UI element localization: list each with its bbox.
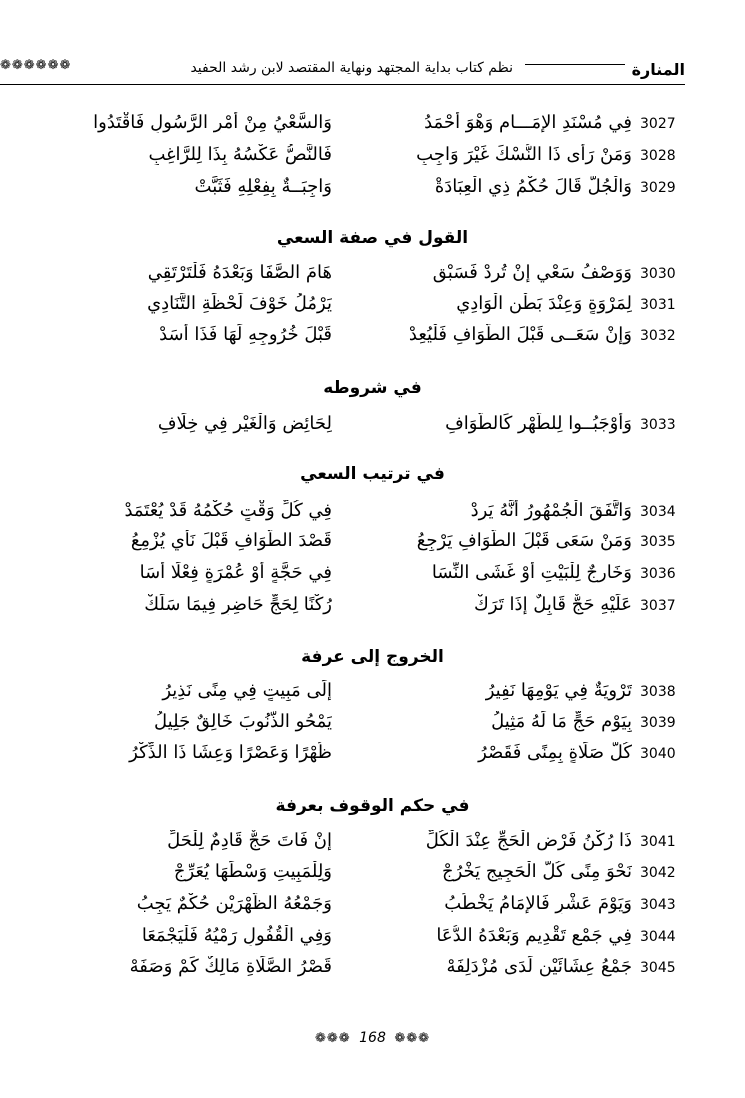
verse-number: 3044 [640,929,676,945]
verse-row [0,711,745,741]
verse-first-hemistich: عَلَيْهِ حَجٌّ قَابِلٌ إِذَا تَرَكْ [474,594,632,615]
verse-second-hemistich: وَفِي الْقُفُولِ رَمْيُهُ فَلْيَجْمَعَا [141,925,332,946]
verse-first-hemistich: وَخَارِجٌ لِلْبَيْتِ أَوْ غَشَى النِّسَا [431,562,632,583]
verse-row [0,144,745,174]
section-heading: القول في صفة السعي [276,228,469,248]
verse-row [0,925,745,955]
verse-number: 3030 [640,266,676,282]
section-heading: الخروج إلى عرفة [301,647,444,667]
verse-row [0,500,745,530]
verse-row [0,956,745,986]
verse-second-hemistich: هَامَ الصَّفَا وَبَعْدَهُ فَلْتَرْتَقِي [147,262,332,283]
header-title: نظم كتاب بداية المجتهد ونهاية المقتصد لابن رشد الحفيد [190,60,513,76]
section-heading: في شروطه [323,378,422,398]
verse-row [0,861,745,891]
verse-row [0,324,745,354]
verse-number: 3035 [640,534,676,550]
header-divider [525,64,625,65]
verse-number: 3027 [640,116,676,132]
verse-second-hemistich: ظُهْرًا وَعَصْرًا وَعِشَا ذَا الذِّكْرُ [129,742,332,763]
page-number: 168 [359,1030,386,1046]
verse-number: 3037 [640,598,676,614]
verse-row [0,112,745,142]
verse-second-hemistich: إِنْ فَاتَ حَجٌّ قَادِمٌ لِلْحَلِّ [167,830,332,851]
verse-number: 3041 [640,834,676,850]
verse-number: 3045 [640,960,676,976]
verse-second-hemistich: وَلِلْمَبِيتِ وَسْطَهَا يُعَرِّجْ [173,861,332,882]
verse-row [0,594,745,624]
verse-second-hemistich: رُكْنًا لِحَجٍّ حَاضِرٍ فِيمَا سَلَكْ [144,594,332,615]
section-heading: في حكم الوقوف بعرفة [275,796,470,816]
verse-row [0,293,745,323]
verse-first-hemistich: ذَا رُكْنُ فَرْضِ الْحَجِّ عِنْدَ الْكُلِّ [425,830,632,851]
page-header [0,58,745,88]
verse-row [0,262,745,292]
verse-first-hemistich: بِيَوْمِ حَجٍّ مَا لَهُ مَثِيلُ [491,711,632,732]
verse-number: 3029 [640,180,676,196]
verse-number: 3040 [640,746,676,762]
verse-first-hemistich: كُلُّ صَلَاةٍ بِمِنًى فَقَصْرُ [478,742,632,763]
footer-ornament-left: ❁❁❁ [314,1031,351,1046]
verse-number: 3036 [640,566,676,582]
verse-number: 3038 [640,684,676,700]
header-rule [0,84,685,85]
verse-second-hemistich: وَجَمْعُهُ الظُّهْرَيْنِ حُكْمٌ يَجِبُ [136,893,332,914]
verse-row [0,893,745,923]
verse-first-hemistich: وَأَوْجَبُــوا لِلطُّهْرِ كَالطَّوَافِ [445,413,632,434]
verse-row [0,562,745,592]
verse-row [0,413,745,443]
verse-row [0,176,745,206]
verse-number: 3032 [640,328,676,344]
verse-first-hemistich: وَالْجُلُّ قَالَ حُكْمُ ذِي الْعِبَادَةْ [434,176,632,197]
verse-second-hemistich: وَالسَّعْيُ مِنْ أَمْرِ الرَّسُولِ فَاقْتَدُوا [93,112,332,133]
verse-first-hemistich: وَاتَّفَقَ الْجُمْهُورُ أَنَّهُ يَرِدْ [470,500,632,521]
verse-first-hemistich: وَيَوْمَ عَشْرٍ فَالإِمَامُ يَخْطُبُ [444,893,632,914]
section-heading: في ترتيب السعي [300,464,445,484]
verse-first-hemistich: وَوَصْفُ سَعْيٍ إِنْ تُرِدْ فَسَبْقِ [432,262,632,283]
verse-first-hemistich: لِمَرْوَةٍ وَعِنْدَ بَطْنِ الْوَادِي [456,293,632,314]
header-ornament: ❁❁❁❁❁❁ [0,58,72,73]
verse-second-hemistich: فَالنَّصُّ عَكْسُهُ بِذَا لِلرَّاغِبِ [148,144,332,165]
verse-first-hemistich: تَرْوِيَةٌ فِي يَوْمِهَا نَفِيرُ [485,680,632,701]
verse-number: 3043 [640,897,676,913]
verse-number: 3031 [640,297,676,313]
verse-first-hemistich: وَإِنْ سَعَــى قَبْلَ الطَّوَافِ فَلْيُعِدْ [408,324,632,345]
verse-first-hemistich: جَمْعُ عِشَائَيْنِ لَدَى مُزْدَلِفَهْ [446,956,632,977]
page-footer [0,1030,745,1054]
verse-second-hemistich: يَمْحُو الذُّنُوبَ خَالِقٌ جَلِيلُ [154,711,332,732]
verse-row [0,530,745,560]
verse-number: 3042 [640,865,676,881]
verse-second-hemistich: فِي حَجَّةٍ أَوْ عُمْرَةٍ فِعْلًا أَسَا [139,562,332,583]
verse-number: 3033 [640,417,676,433]
verse-second-hemistich: قَصْرُ الصَّلَاةِ مَالِكٌ كَمْ وَصَفَهْ [129,956,332,977]
verse-first-hemistich: فِي جَمْعِ تَقْدِيمٍ وَبَعْدَهُ الدُّعَا [436,925,632,946]
verse-first-hemistich: وَمَنْ رَأَى ذَا النُّسْكَ غَيْرَ وَاجِبِ [416,144,632,165]
verse-row [0,742,745,772]
verse-first-hemistich: نَحْوَ مِنًى كُلُّ الْحَجِيجِ يَخْرُجْ [441,861,632,882]
verse-row [0,680,745,710]
verse-row [0,830,745,860]
verse-second-hemistich: إِلَى مَبِيتٍ فِي مِنًى نَذِيرُ [162,680,332,701]
footer-ornament-right: ❁❁❁ [394,1031,430,1046]
verse-second-hemistich: قَصْدَ الطَّوَافِ قَبْلَ نَأْيٍ يُزْمِعُ [130,530,332,551]
verse-number: 3034 [640,504,676,520]
verse-number: 3039 [640,715,676,731]
verse-first-hemistich: وَمَنْ سَعَى قَبْلَ الطَّوَافِ يَرْجِعُ [416,530,632,551]
verse-second-hemistich: لِحَائِضٍ وَالْغَيْرِ فِي خِلَافِ [157,413,332,434]
verse-first-hemistich: فِي مُسْنَدِ الإِمَـــامِ وَهْوَ أَحْمَدُ [424,112,632,133]
header-brand: المنارة [631,60,685,79]
verse-second-hemistich: وَاجِبَــةٌ بِفِعْلِهِ فَثَبَّتْ [194,176,332,197]
verse-second-hemistich: قَبْلَ خُرُوجِهِ لَهَا فَذَا أَسَدْ [159,324,332,345]
verse-second-hemistich: يَرْمُلُ خَوْفَ لَحْظَةِ التَّنَادِي [147,293,332,314]
verse-second-hemistich: فِي كُلِّ وَقْتٍ حُكْمُهُ قَدْ يُعْتَمَدْ [124,500,332,521]
verse-number: 3028 [640,148,676,164]
